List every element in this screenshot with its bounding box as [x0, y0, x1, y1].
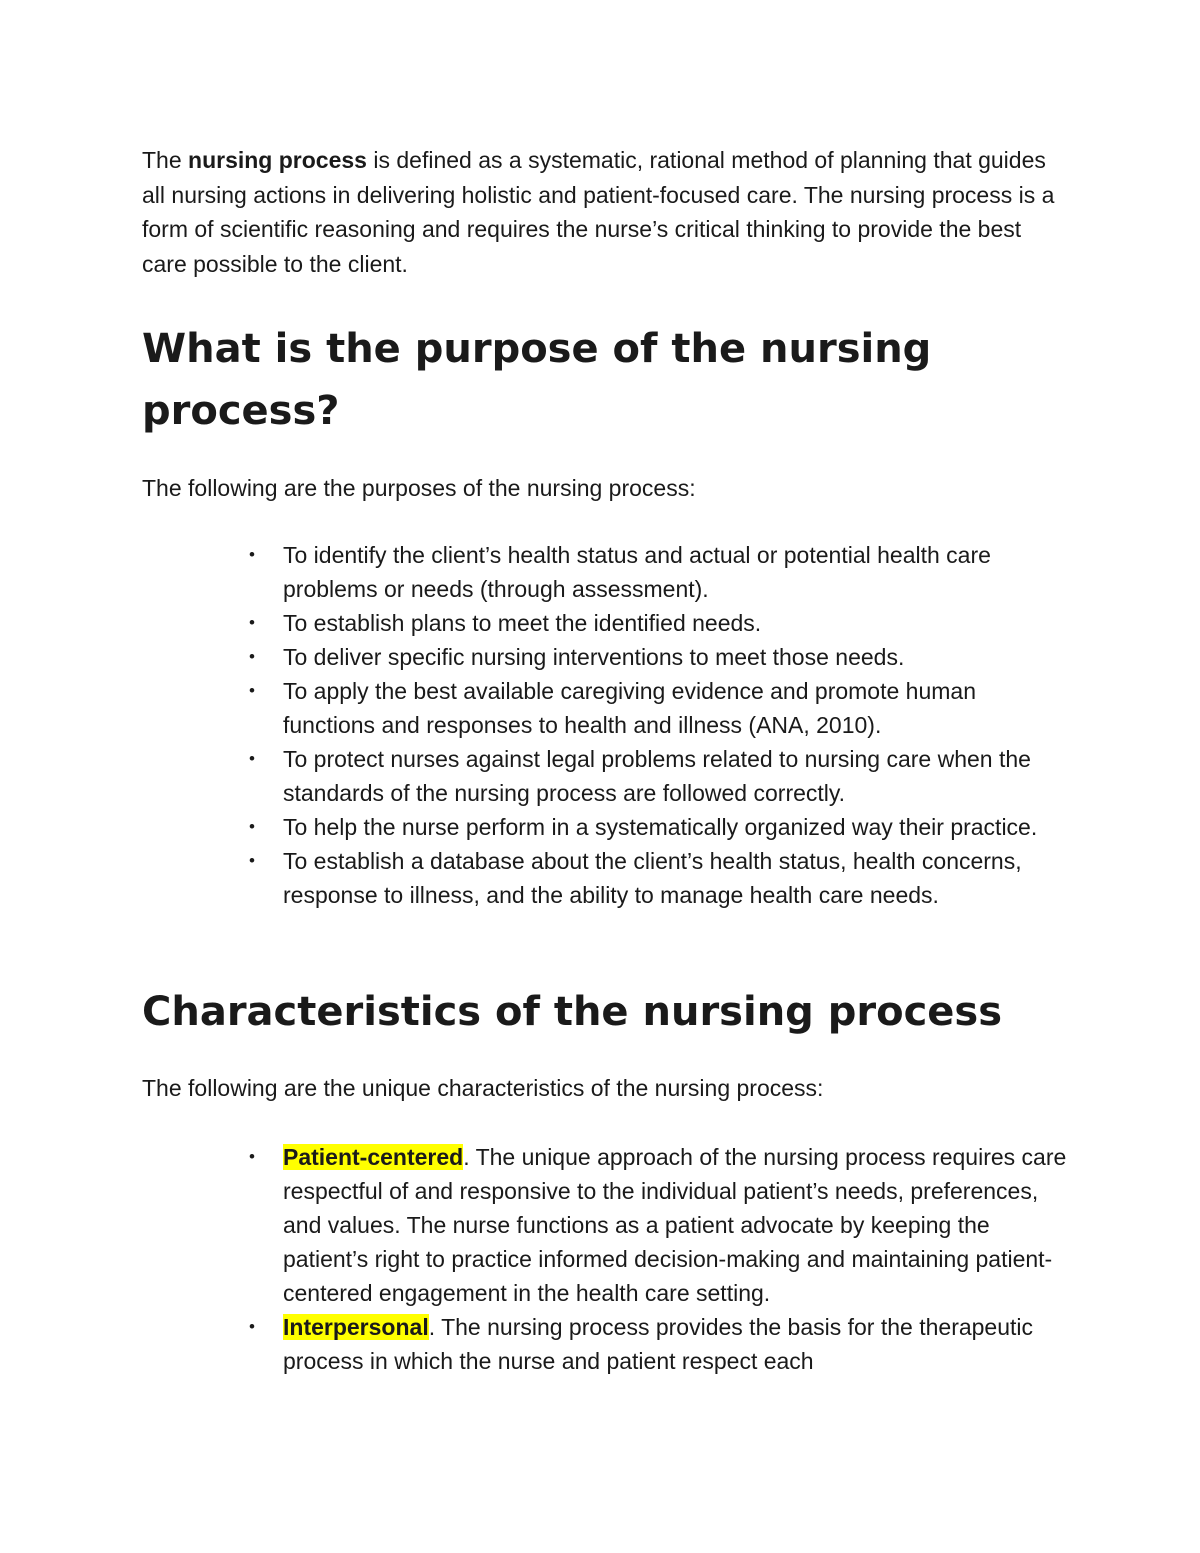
bullet-icon: •: [249, 749, 255, 768]
bullet-icon: •: [249, 1317, 255, 1336]
list-item-text: To establish plans to meet the identified needs.: [283, 610, 762, 636]
list-item: [249, 1310, 1073, 1378]
list-item: [249, 742, 1073, 810]
highlighted-term: Interpersonal: [283, 1314, 429, 1340]
list-item: [249, 640, 1073, 674]
intro-paragraph: [142, 143, 1062, 281]
list-item-text: To help the nurse perform in a systematically organized way their practice.: [283, 814, 1038, 840]
intro-rest: is defined as a systematic, rational method of planning that guides all nursing actions in delivering holistic and patient-focused care. The nursing process is a form of scientific reasoning and requires the nurse’s critical thinking to provide the best care possible to the client.: [142, 147, 1055, 277]
list-item: [249, 844, 1073, 912]
bullet-icon: •: [249, 817, 255, 836]
list-item: [249, 538, 1073, 606]
bullet-icon: •: [249, 613, 255, 632]
bullet-icon: •: [249, 851, 255, 870]
purpose-lead: The following are the purposes of the nursing process:: [142, 475, 696, 501]
bullet-icon: •: [249, 1147, 255, 1166]
list-item: [249, 674, 1073, 742]
characteristics-heading: Characteristics of the nursing process: [142, 989, 1003, 1035]
bullet-icon: •: [249, 545, 255, 564]
list-item-text: . The nursing process provides the basis for the therapeutic process in which the nurse and patient respect each: [283, 1314, 1034, 1374]
intro-term: nursing process: [188, 147, 367, 173]
purpose-list: [249, 538, 1073, 912]
list-item: [249, 1140, 1073, 1310]
list-item-text: To establish a database about the client’s health status, health concerns, response to illness, and the ability to manage health care needs.: [283, 848, 1022, 908]
list-item-text: To identify the client’s health status and actual or potential health care problems or needs (through assessment).: [283, 542, 991, 602]
bullet-icon: •: [249, 647, 255, 666]
characteristics-lead: The following are the unique characteristics of the nursing process:: [142, 1075, 824, 1101]
list-item-text: To protect nurses against legal problems related to nursing care when the standards of the nursing process are followed correctly.: [283, 746, 1031, 806]
list-item: [249, 606, 1073, 640]
bullet-icon: •: [249, 681, 255, 700]
characteristics-list: [249, 1140, 1073, 1378]
list-item-text: To apply the best available caregiving evidence and promote human functions and responses to health and illness (ANA, 2010).: [283, 678, 976, 738]
list-item: [249, 810, 1073, 844]
list-item-text: To deliver specific nursing interventions to meet those needs.: [283, 644, 905, 670]
highlighted-term: Patient-centered: [283, 1144, 464, 1170]
intro-prefix: The: [142, 147, 189, 173]
list-item-text: . The unique approach of the nursing process requires care respectful of and responsive to the individual patient’s needs, preferences, and values. The nurse functions as a patient advocate by keeping the patient’s right to practice informed decision-making and maintaining patient-centered engagement in the health care setting.: [283, 1144, 1067, 1306]
purpose-heading: What is the purpose of the nursing process?: [142, 326, 932, 434]
